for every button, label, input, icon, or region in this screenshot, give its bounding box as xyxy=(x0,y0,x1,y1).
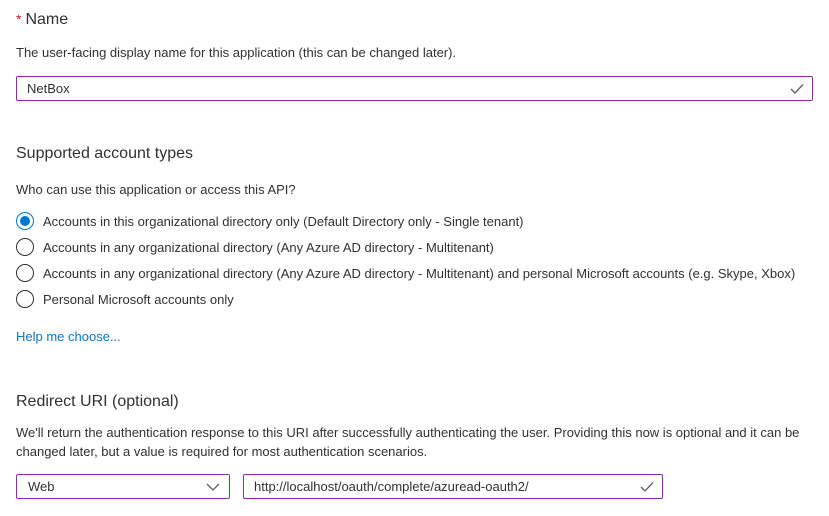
help-me-choose-link[interactable]: Help me choose... xyxy=(16,329,121,344)
redirect-uri-section xyxy=(16,391,813,499)
name-description: The user-facing display name for this application (this can be changed later). xyxy=(16,45,457,60)
name-field-container xyxy=(16,76,813,101)
radio-option-label: Accounts in any organizational directory (Any Azure AD directory - Multitenant) and personal Microsoft accounts (e.g. Skype, Xbox) xyxy=(43,265,796,281)
uri-field-container xyxy=(243,474,663,499)
name-section-title xyxy=(16,9,813,30)
platform-select-dropdown[interactable] xyxy=(16,474,230,499)
account-types-section xyxy=(16,143,813,346)
radio-option-multitenant-personal[interactable] xyxy=(16,260,813,286)
radio-option-label: Accounts in any organizational directory (Any Azure AD directory - Multitenant) xyxy=(43,239,494,255)
radio-button-icon[interactable] xyxy=(16,290,34,308)
radio-button-icon[interactable] xyxy=(16,238,34,256)
radio-option-multitenant[interactable] xyxy=(16,234,813,260)
name-input[interactable] xyxy=(16,76,813,101)
radio-option-personal-only[interactable] xyxy=(16,286,813,312)
redirect-uri-description: We'll return the authentication response to this URI after successfully authenticating the user. Providing this now is optional and it can be changed later, but a value is required for most authentication scenarios. xyxy=(16,425,800,459)
account-types-title: Supported account types xyxy=(16,145,194,162)
required-asterisk: * xyxy=(16,11,22,27)
radio-option-label: Accounts in this organizational directory only (Default Directory only - Single tenant) xyxy=(43,213,524,229)
account-types-radio-group xyxy=(16,208,813,312)
radio-button-icon[interactable] xyxy=(16,264,34,282)
radio-option-label: Personal Microsoft accounts only xyxy=(43,291,234,307)
radio-option-single-tenant[interactable] xyxy=(16,208,813,234)
name-title-text: Name xyxy=(25,11,69,28)
redirect-uri-title: Redirect URI (optional) xyxy=(16,393,179,410)
account-types-question: Who can use this application or access this API? xyxy=(16,182,296,197)
chevron-down-icon xyxy=(206,483,220,491)
platform-select-value: Web xyxy=(28,479,55,494)
redirect-uri-input[interactable] xyxy=(243,474,663,499)
radio-button-icon[interactable] xyxy=(16,212,34,230)
redirect-uri-controls xyxy=(16,474,813,499)
